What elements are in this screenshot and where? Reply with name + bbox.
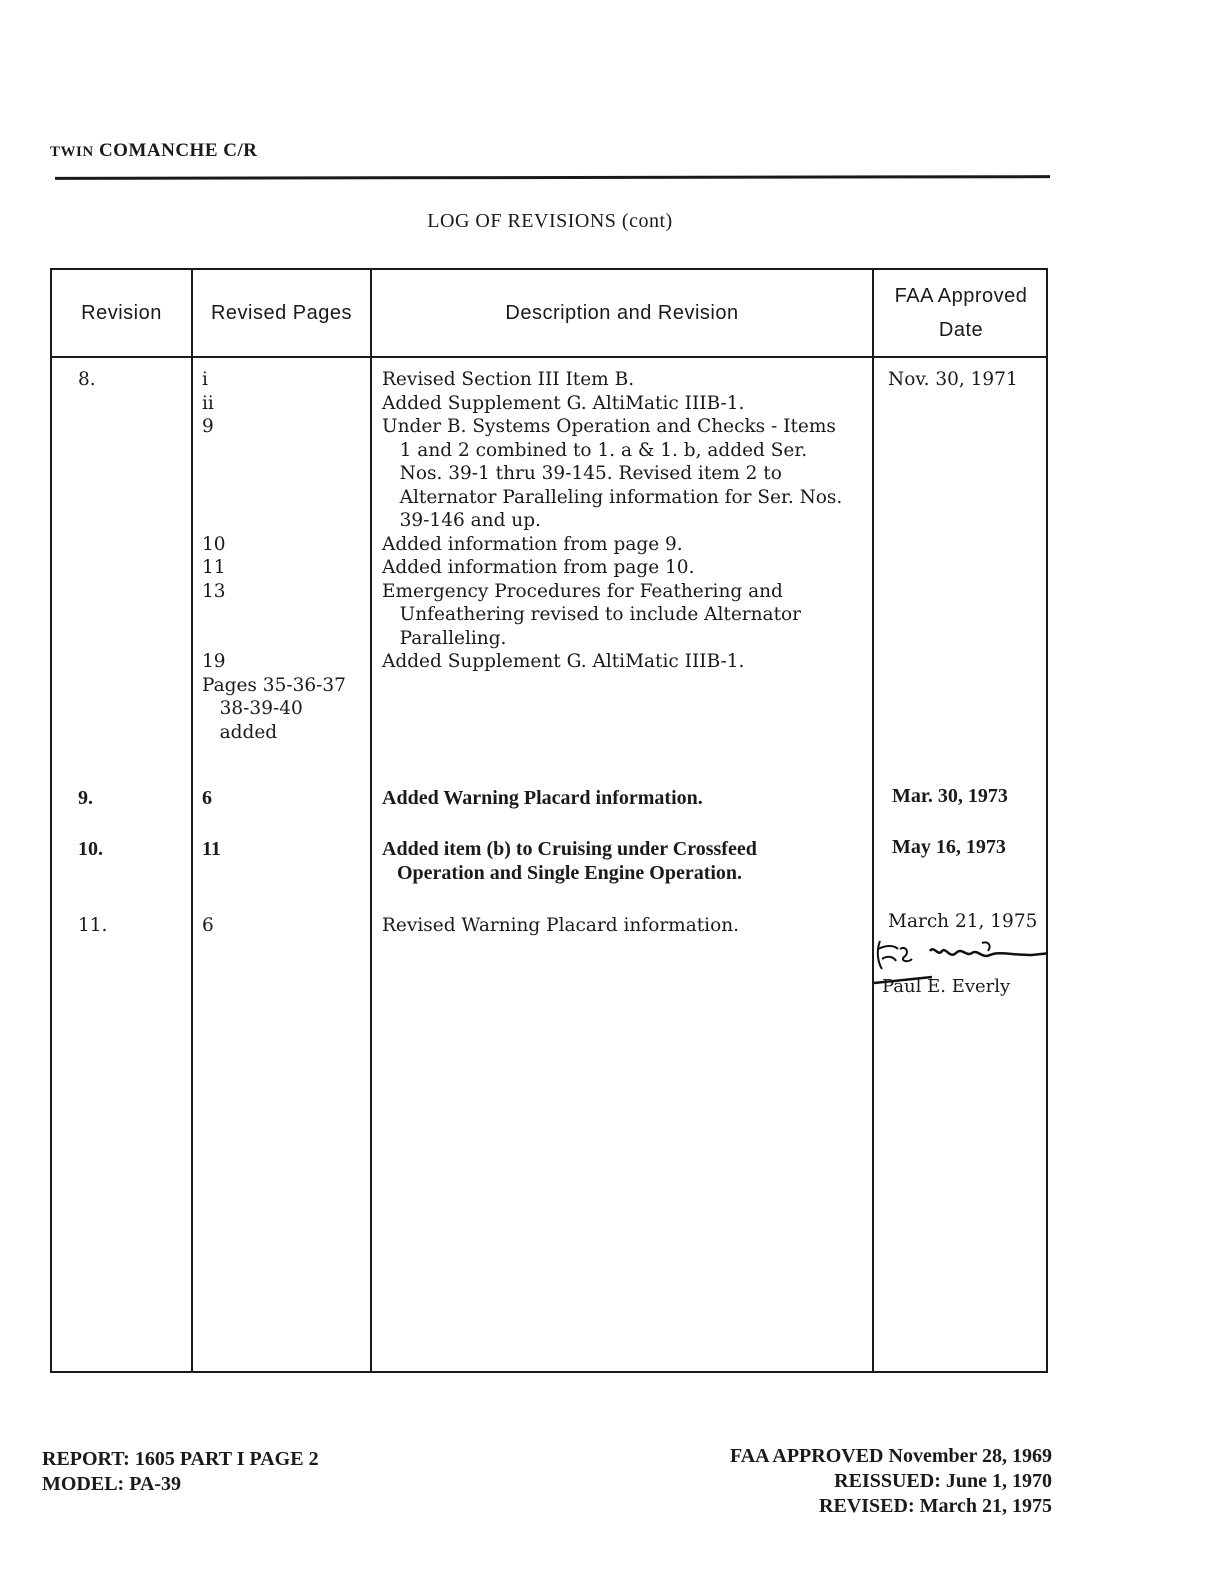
revision-9-description: Added Warning Placard information.	[382, 787, 703, 809]
revision-10-date: May 16, 1973	[892, 836, 1006, 858]
revision-11-pages: 6	[202, 915, 214, 936]
footer-reissued: REISSUED: June 1, 1970	[834, 1470, 1052, 1492]
page-title: LOG OF REVISIONS (cont)	[427, 210, 673, 232]
header-model-name: COMANCHE C/R	[98, 140, 258, 161]
header-twin: TWIN	[50, 144, 94, 160]
footer-faa-approved: FAA APPROVED November 28, 1969	[729, 1445, 1052, 1467]
column-divider	[872, 270, 874, 1371]
footer-revised: REVISED: March 21, 1975	[819, 1495, 1052, 1517]
revision-8-number: 8.	[78, 369, 96, 390]
revision-11-number: 11.	[78, 915, 108, 936]
revision-9-pages: 6	[202, 787, 212, 809]
footer-left	[42, 1447, 319, 1497]
revision-8-description: Revised Section III Item B. Added Supplement G. AltiMatic IIIB-1. Under B. Systems Operation and Checks - Items 1 and 2 combined to 1. a & 1. b, added Ser. Nos. 39-1 thru 39-145. Revised item 2 to Alternator Paralleling information for Ser. Nos. 39-146 and up. Added information from page 9. Added information from page 10. Emergency Procedures for Feathering and Unfeathering revised to include Alternator Paralleling. Added Supplement G. AltiMatic IIIB-1.	[382, 369, 843, 672]
footer-model: MODEL: PA-39	[42, 1473, 182, 1495]
column-header-revised-pages: Revised Pages	[210, 302, 353, 324]
column-header-faa-date	[874, 270, 1048, 356]
document-header	[50, 140, 257, 162]
footer-report: REPORT: 1605 PART I PAGE 2	[42, 1448, 319, 1470]
revision-8-pages: i ii 9 10 11 13 19 Pages 35-36-37 38-39-40 added	[202, 369, 346, 743]
revision-10-description: Added item (b) to Cruising under Crossfeed Operation and Single Engine Operation.	[382, 838, 757, 884]
revision-9-number: 9.	[78, 787, 93, 809]
revision-10-pages: 11	[202, 838, 221, 860]
column-header-faa-date-line1: FAA Approved	[894, 285, 1028, 307]
column-header-description: Description and Revision	[505, 302, 739, 324]
signer-name: Paul E. Everly	[882, 976, 1011, 997]
footer-right	[730, 1444, 1052, 1519]
revisions-table	[50, 268, 1048, 1373]
column-divider	[191, 270, 193, 1371]
revision-9-date: Mar. 30, 1973	[892, 785, 1008, 807]
header-row-divider	[52, 356, 1046, 358]
revision-8-date: Nov. 30, 1971	[888, 369, 1018, 390]
column-divider	[370, 270, 372, 1371]
column-header-faa-date-line2: Date	[938, 319, 984, 341]
revision-11-description: Revised Warning Placard information.	[382, 915, 740, 936]
column-header-revision: Revision	[81, 302, 162, 324]
header-rule	[55, 175, 1050, 180]
revision-11-date: March 21, 1975	[888, 911, 1038, 932]
revision-10-number: 10.	[78, 838, 103, 860]
